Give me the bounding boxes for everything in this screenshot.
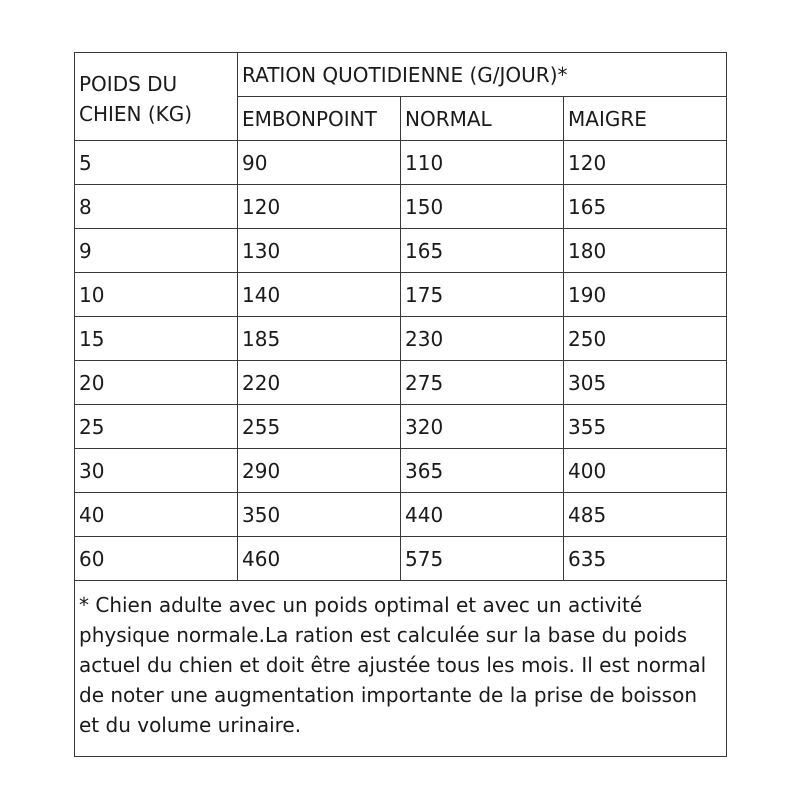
embonpoint-cell: 140 — [238, 273, 401, 317]
maigre-cell: 120 — [564, 141, 727, 185]
weight-cell: 10 — [75, 273, 238, 317]
normal-cell: 440 — [401, 493, 564, 537]
embonpoint-cell: 130 — [238, 229, 401, 273]
weight-cell: 20 — [75, 361, 238, 405]
maigre-cell: 400 — [564, 449, 727, 493]
table-row — [75, 185, 727, 229]
maigre-cell: 485 — [564, 493, 727, 537]
normal-cell: 320 — [401, 405, 564, 449]
weight-cell: 8 — [75, 185, 238, 229]
weight-cell: 60 — [75, 537, 238, 581]
weight-cell: 25 — [75, 405, 238, 449]
maigre-cell: 190 — [564, 273, 727, 317]
normal-cell: 110 — [401, 141, 564, 185]
weight-cell: 15 — [75, 317, 238, 361]
subheader-maigre: MAIGRE — [564, 97, 727, 141]
table-row — [75, 537, 727, 581]
weight-column-header: POIDS DU CHIEN (KG) — [75, 53, 238, 141]
maigre-cell: 165 — [564, 185, 727, 229]
footnote: * Chien adulte avec un poids optimal et avec un activité physique normale.La ration est calculée sur la base du poids actuel du chien et doit être ajustée tous les mois. Il est normal de noter une augmentation importante de la prise de boisson et du volume urinaire. — [75, 581, 727, 757]
maigre-cell: 250 — [564, 317, 727, 361]
embonpoint-cell: 185 — [238, 317, 401, 361]
normal-cell: 275 — [401, 361, 564, 405]
table-row — [75, 449, 727, 493]
normal-cell: 575 — [401, 537, 564, 581]
embonpoint-cell: 255 — [238, 405, 401, 449]
normal-cell: 230 — [401, 317, 564, 361]
weight-cell: 9 — [75, 229, 238, 273]
maigre-cell: 305 — [564, 361, 727, 405]
maigre-cell: 635 — [564, 537, 727, 581]
embonpoint-cell: 460 — [238, 537, 401, 581]
table-row — [75, 317, 727, 361]
table-row — [75, 361, 727, 405]
embonpoint-cell: 220 — [238, 361, 401, 405]
table-row — [75, 273, 727, 317]
table-row — [75, 229, 727, 273]
subheader-normal: NORMAL — [401, 97, 564, 141]
header-row — [75, 53, 727, 97]
table-row — [75, 141, 727, 185]
embonpoint-cell: 90 — [238, 141, 401, 185]
table-row — [75, 493, 727, 537]
normal-cell: 365 — [401, 449, 564, 493]
table-rows — [75, 141, 727, 581]
ration-column-header: RATION QUOTIDIENNE (G/JOUR)* — [238, 53, 727, 97]
footnote-row — [75, 581, 727, 757]
table-footer — [75, 581, 727, 757]
embonpoint-cell: 350 — [238, 493, 401, 537]
table-row — [75, 405, 727, 449]
weight-cell: 40 — [75, 493, 238, 537]
weight-cell: 30 — [75, 449, 238, 493]
weight-cell: 5 — [75, 141, 238, 185]
ration-table — [74, 52, 727, 757]
normal-cell: 165 — [401, 229, 564, 273]
subheader-embonpoint: EMBONPOINT — [238, 97, 401, 141]
maigre-cell: 180 — [564, 229, 727, 273]
embonpoint-cell: 290 — [238, 449, 401, 493]
normal-cell: 175 — [401, 273, 564, 317]
embonpoint-cell: 120 — [238, 185, 401, 229]
table-body — [75, 53, 727, 141]
normal-cell: 150 — [401, 185, 564, 229]
maigre-cell: 355 — [564, 405, 727, 449]
